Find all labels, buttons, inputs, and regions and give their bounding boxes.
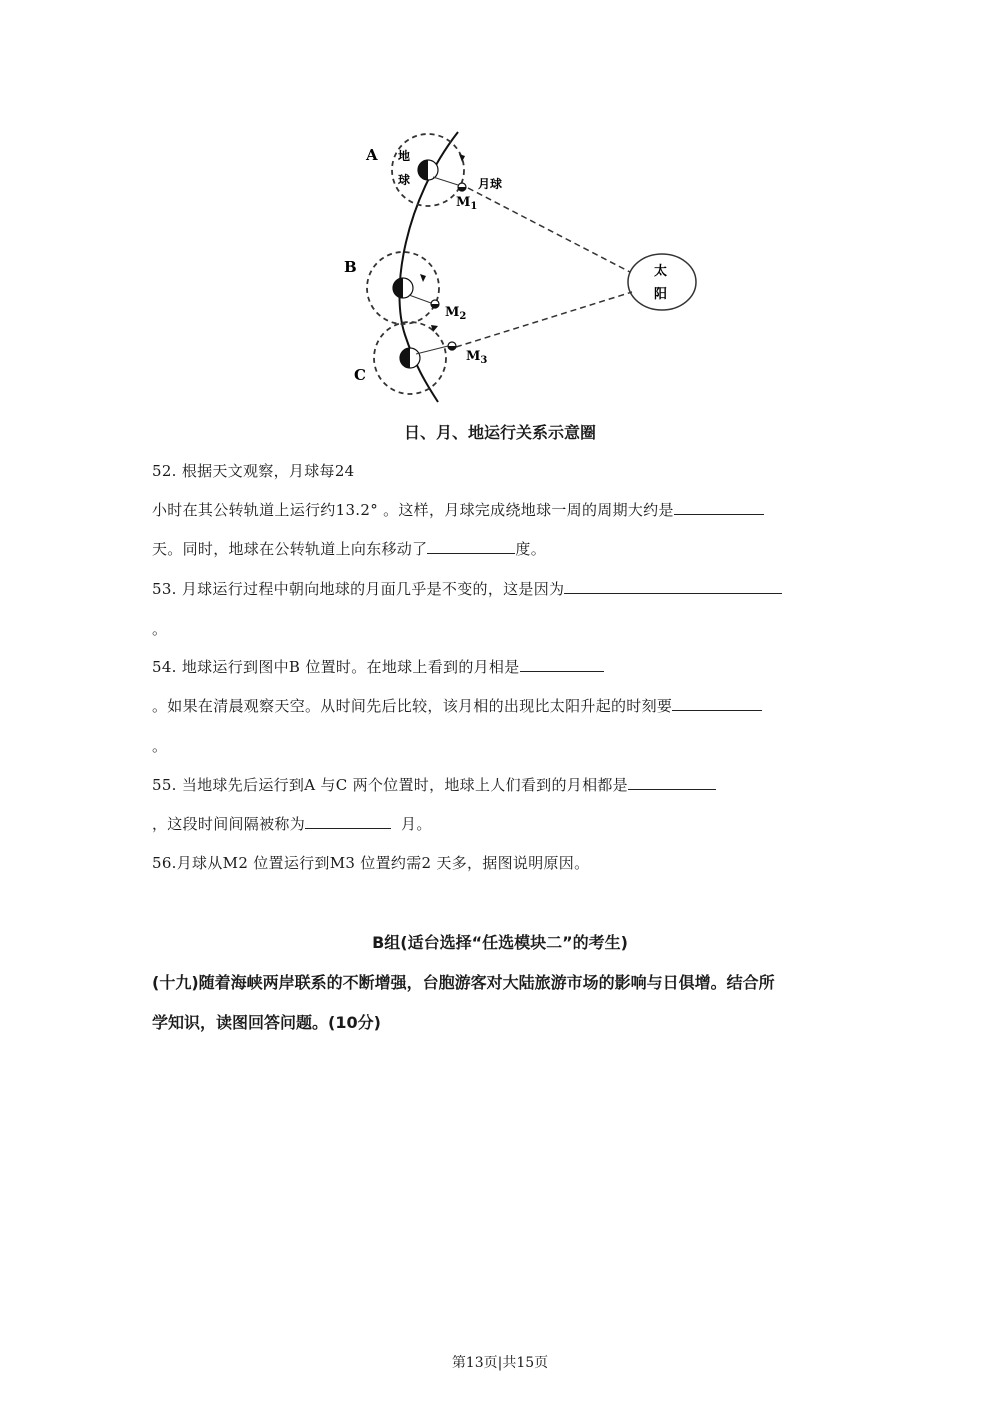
m1-label: $M_1$ [456, 195, 478, 212]
q55-line-2: ，这段时间间隔被称为 月。 [152, 815, 432, 833]
moon-label: 月球 [478, 177, 503, 191]
page-footer: 第13页|共15页 [451, 1355, 549, 1371]
q54-line-2: 。如果在清晨观察天空。从时间先后比较，该月相的出现比太阳升起的时刻要 [152, 695, 762, 716]
q54-line-1: 54. 地球运行到图中B 位置时。在地球上看到的月相是 [152, 656, 604, 677]
label-c: C [354, 366, 366, 384]
q53-line-1: 53. 月球运行过程中朝向地球的月面几乎是不变的，这是因为 [152, 578, 782, 599]
sun-earth-moon-diagram [330, 120, 710, 410]
q53-line-2: 。 [152, 620, 168, 638]
answer-blank[interactable] [427, 539, 515, 554]
q52-line-3: 天。同时，地球在公转轨道上向东移动了 度。 [152, 540, 547, 558]
answer-blank[interactable] [564, 579, 782, 594]
answer-blank[interactable] [628, 775, 716, 790]
orbit-arrow-a [459, 154, 465, 162]
label-a: A [366, 146, 378, 164]
m3-label: $M_3$ [466, 349, 488, 366]
earth-label-char-1: 地 [398, 149, 411, 163]
sunlight-line-m3 [456, 292, 632, 347]
section-b-line-1: (十九)随着海峡两岸联系的不断增强，台胞游客对大陆旅游市场的影响与日俱增。结合所 [152, 973, 775, 992]
q52-line-2: 小时在其公转轨道上运行约13.2° 。这样，月球完成绕地球一周的周期大约是 [152, 499, 764, 520]
answer-blank[interactable] [674, 500, 764, 515]
label-b: B [344, 258, 357, 276]
q55-line-1: 55. 当地球先后运行到A 与C 两个位置时，地球上人们看到的月相都是 [152, 774, 716, 795]
section-b-line-2: 学知识，读图回答问题。(10分) [152, 1013, 381, 1032]
q52-line-1: 52. 根据天文观察，月球每24 [152, 462, 355, 480]
answer-blank[interactable] [520, 657, 604, 672]
answer-blank[interactable] [672, 696, 762, 711]
earth-label-char-2: 球 [398, 173, 411, 187]
sun-char-2: 阳 [654, 287, 668, 302]
q56-line-1: 56.月球从M2 位置运行到M3 位置约需2 天多，据图说明原因。 [152, 854, 590, 872]
q54-line-3: 。 [152, 737, 168, 755]
section-b-title: B组(适台选择“任选模块二”的考生) [372, 933, 628, 952]
diagram-caption: 日、月、地运行关系示意圈 [403, 423, 596, 442]
m2-label: $M_2$ [445, 305, 467, 322]
orbit-arrow-b [420, 274, 426, 282]
answer-blank[interactable] [305, 814, 391, 829]
sun-char-1: 太 [654, 264, 668, 279]
sunlight-line-m1 [468, 188, 630, 272]
orbit-arrow-c [431, 325, 438, 332]
